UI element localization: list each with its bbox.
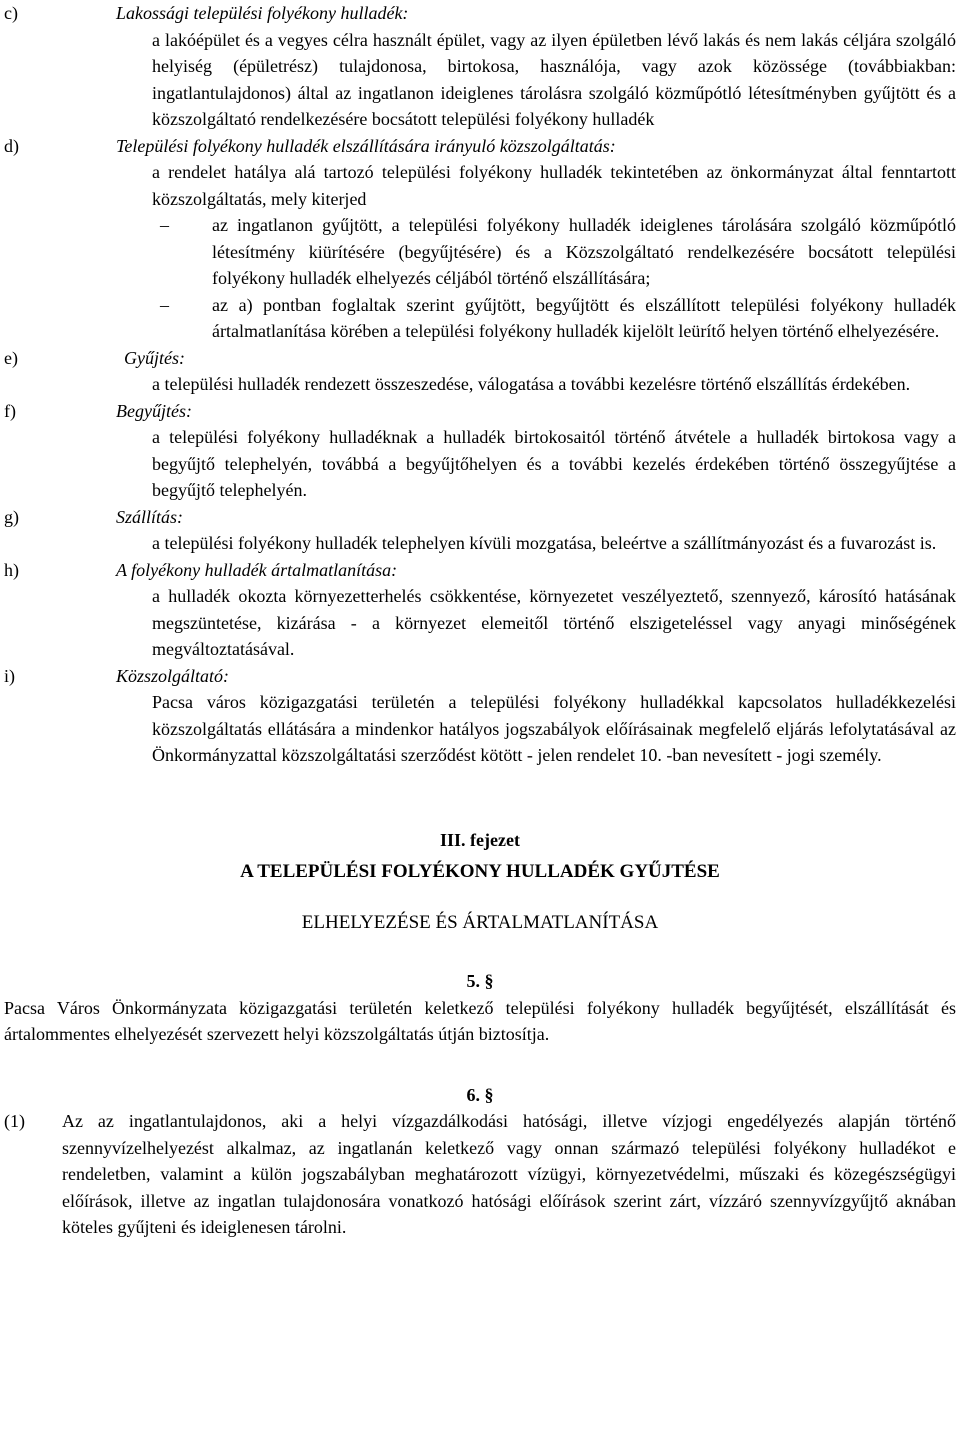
definition-body: a lakóépület és a vegyes célra használt épület, vagy az ilyen épületben lévő lakás és nem lakás céljára szolgáló helyiség (épületrész) tulajdonosa, birtokosa, használója, vagy azok közössége (továbbiakban: ingatlantulajdonos) által az ingatlanon ideiglenes tárolásra szolgáló közműpótló létesítményben gyűjtött és a közszolgáltató rendelkezésére bocsátott települési folyékony hulladék xyxy=(152,29,956,129)
dash-item-text: az ingatlanon gyűjtött, a települési folyékony hulladék ideiglenes tárolására szolgáló közműpótló létesítmény kiürítésére (begyűjtésére) és a Közszolgáltató rendelkezésére bocsátott települési folyékony hulladék elhelyezés céljából történő elszállítására; xyxy=(212,215,956,288)
definition-body: a települési folyékony hulladék telephelyen kívüli mozgatása, beleértve a szállítmányozást és a fuvarozást is. xyxy=(152,533,937,553)
document-page xyxy=(4,0,956,1241)
section-6-paragraph-1 xyxy=(4,1108,956,1241)
definition-term: Települési folyékony hulladék elszállítására irányuló közszolgáltatás: xyxy=(116,135,616,156)
definition-body: a települési hulladék rendezett összeszedése, válogatása a további kezelésre történő elszállítás érdekében. xyxy=(152,374,911,394)
definition-d xyxy=(4,133,956,345)
definition-marker: e) xyxy=(4,347,18,368)
chapter-number: III. fejezet xyxy=(440,829,520,850)
definition-body: a rendelet hatálya alá tartozó települési folyékony hulladék tekintetében az önkormányzat által fenntartott közszolgáltatás, mely kiterjed xyxy=(152,162,956,209)
definition-marker: h) xyxy=(4,559,19,580)
definition-term: Lakossági települési folyékony hulladék: xyxy=(116,3,409,23)
section-5-number: 5. § xyxy=(466,971,494,991)
definition-term: Gyűjtés: xyxy=(124,347,185,368)
definition-marker: d) xyxy=(4,135,19,156)
definition-term: Begyűjtés: xyxy=(116,400,192,421)
definition-i xyxy=(4,663,956,769)
definition-h xyxy=(4,557,956,663)
definition-g xyxy=(4,504,956,557)
dash-item-text: az a) pontban foglaltak szerint gyűjtött, begyűjtött és elszállított települési folyékony hulladék ártalmatlanítása körében a települési folyékony hulladék kijelölt leürítő helyen történő elhelyezésére. xyxy=(212,294,956,341)
paragraph-text: Az az ingatlantulajdonos, aki a helyi vízgazdálkodási hatósági, illetve vízjogi engedélyezés alapján történő szennyvízelhelyezést alkalmaz, az ingatlanán keletkező vagy onnan származó települési folyékony hulladékot e rendeletben, valamint a külön jogszabályban meghatározott vízügyi, környezetvédelmi, műszaki és közegészségügyi előírások, illetve az ingatlan tulajdonosára vonatkozó hatósági előírások szerint zárt, vízzáró szennyvízgyűjtő aknában köteles gyűjteni és ideiglenesen tárolni. xyxy=(62,1111,956,1237)
definition-marker: g) xyxy=(4,506,19,527)
definition-e xyxy=(4,345,956,398)
definition-marker: f) xyxy=(4,400,16,421)
chapter-heading xyxy=(4,827,956,937)
section-5-text: Pacsa Város Önkormányzata közigazgatási területén keletkező települési folyékony hulladék begyűjtését, elszállítását és ártalommentes elhelyezését szervezett helyi közszolgáltatás útján biztosítja. xyxy=(4,997,956,1044)
section-6-number: 6. § xyxy=(466,1084,494,1105)
definition-body: a települési folyékony hulladéknak a hulladék birtokosaitól történő átvétele a hulladék birtokosa vagy a begyűjtő telephelyén, továbbá a begyűjtőhelyen és a további kezelés érdekében történő összegyűjtése a begyűjtő telephelyén. xyxy=(152,427,956,500)
chapter-subtitle: ELHELYEZÉSE ÉS ÁRTALMATLANÍTÁSA xyxy=(301,911,659,933)
definition-term: Közszolgáltató: xyxy=(116,665,230,686)
definition-c xyxy=(4,0,956,133)
definition-body: a hulladék okozta környezetterhelés csökkentése, környezetet veszélyeztető, szennyező, károsító hatásának megszüntetése, kizárása - a környezet elemeitől történő elszigeteléssel vagy anyagi minőségének megváltoztatásával. xyxy=(152,586,956,659)
dash-bullet: – xyxy=(160,294,169,315)
definition-f xyxy=(4,398,956,504)
definition-term: A folyékony hulladék ártalmatlanítása: xyxy=(116,559,398,580)
definition-term: Szállítás: xyxy=(116,506,184,527)
dash-list-item xyxy=(160,292,956,345)
definition-body: Pacsa város közigazgatási területén a települési folyékony hulladékkal kapcsolatos hulladékkezelési közszolgáltatás ellátására a mindenkor hatályos jogszabályok előírásainak megfelelő eljárás lefolytatásával az Önkormányzattal közszolgáltatási szerződést kötött - jelen rendelet 10. -ban nevesített - jogi személy. xyxy=(152,692,956,765)
definition-marker: c) xyxy=(4,3,18,23)
definition-marker: i) xyxy=(4,665,15,686)
paragraph-number: (1) xyxy=(4,1111,25,1131)
dash-bullet: – xyxy=(160,215,169,235)
dash-list-item xyxy=(160,212,956,292)
chapter-title: A TELEPÜLÉSI FOLYÉKONY HULLADÉK GYŰJTÉSE xyxy=(240,861,720,882)
